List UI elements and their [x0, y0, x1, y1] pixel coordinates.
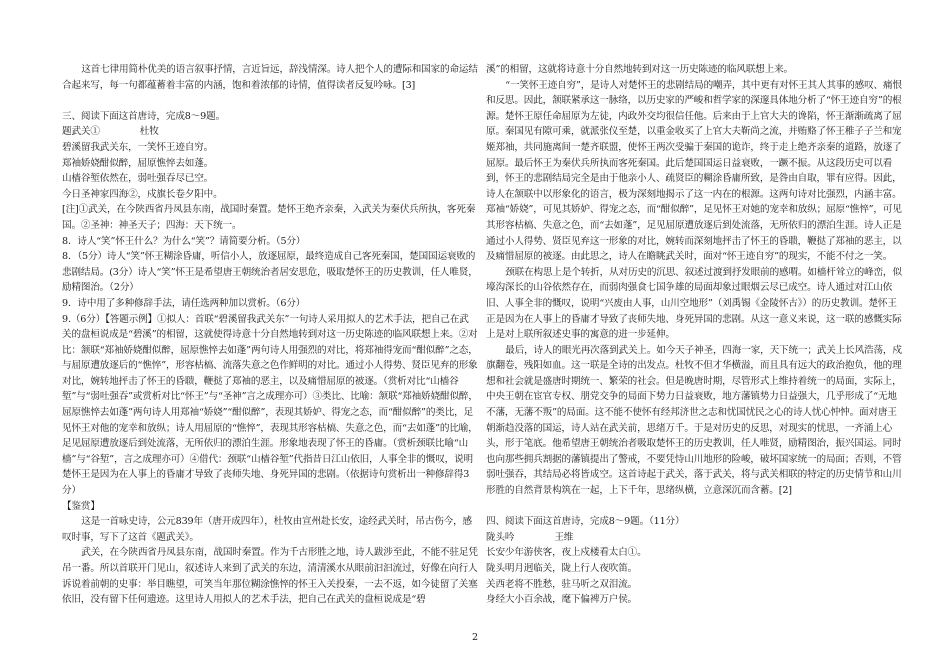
- poem-title-line: [486, 530, 902, 546]
- paragraph: 三、阅读下面这首唐诗，完成8～9题。: [62, 110, 226, 122]
- paragraph: 8．诗人“笑”怀王什么？为什么“笑”？请简要分析。（5分）: [62, 235, 306, 247]
- paragraph: 武关，在今陕西省丹凤县东南，战国时秦置。作为千古形胜之地，诗人跋涉至此，不能不驻足凭吊一番。所以首联开门见山，叙述诗人来到了武关的东边，清清溪水从眼前汩汩流过，好像在向行人诉说着前朝的史事：举目瞧望，可笑当年那位糊涂憔悴的怀王入关投秦，一去不返，如今徒留了关塞依旧，没有留下任何遗迹。这里诗人用拟人的艺术手法，把自己在武关的盘桓说成是“碧: [62, 547, 478, 606]
- blank-line: [62, 93, 478, 109]
- paragraph: 今日圣神家四海②，戍旗长卷夕阳中。: [62, 188, 223, 200]
- paragraph: 关西老将不胜愁，驻马听之双泪流。: [486, 578, 638, 590]
- paragraph: “一笑怀王迹自穷”，是诗人对楚怀王的悲剧结局的嘲弄，其中更有对怀王其人其事的感叹、痛恨和反思。因此，颔联紧承这一脉络，以历史家的严峻和哲学家的深邃具体地分析了“怀王迹自穷”的根源。楚怀王原任命屈原为左徒，内政外交均很信任他。后来由于上官大夫的谗陷，怀王渐渐疏离了屈原。秦国见有隙可乘，就派张仪至楚，以重金收买了上官大夫靳尚之流，并贿赂了怀王稚子子兰和宠姬郑袖，共同施离间一楚齐联盟，使怀王两次受骗于秦国的诡诈，终于走上绝齐亲秦的道路，放逐了屈原。最后怀王为秦伏兵所执而客死秦国。此后楚国国运日益衰败，一蹶不振。从这段历史可以看到，怀王的悲剧结局完全是由于他亲小人、疏贤臣的糊涂昏庸所致，是咎由自取，罪有应得。因此，诗人在颔联中以形象化的语言，极为深刻地揭示了这一内在的根源。这两句诗对比强烈，内涵丰富。郑袖“娇娆”，可见其娇妒、得宠之态，而“酣似醉”，足见怀王对她的宠幸和放纵；屈原“憔悴”，可见其形容枯槁、失意之色，而“去如蓬”，足见屈原遭放逐后到处流落，无所依归的漂泊生涯。诗人正是通过小人得势、贤臣见弃这一形象的对比，婉转而深刻地抨击了怀王的昏聩，鞭挞了郑袖的恶主，以及痛惜屈原的被逐。由此思之，诗人在瞻眺武关时，面对“怀王迹自穷”的现实，不能不付之一笑。: [486, 79, 902, 263]
- paragraph: 溪”的相留，这就将诗意十分自然地转到对这一历史陈迹的临风联想上来。: [486, 64, 793, 75]
- paragraph: 9.（6分）【答题示例】①拟人：首联“碧溪留我武关东”一句诗人采用拟人的艺术手法，把自己在武关的盘桓说成是“碧溪”的相留，这就使得诗意十分自然地转到对这一历史陈迹的临风联想上来。②对比：颔联“郑袖娇娆酣似醉，屈原憔悴去如蓬”两句诗人用强烈的对比，将郑袖得宠而“酣似醉”之态，与屈原遭放逐后的“憔悴”，形容枯槁、流落失意之色作鲜明的对比。通过小人得势、贤臣见弃的形象对比，婉转地抨击了怀王的昏聩，鞭挞了郑袖的恶主，以及痛惜屈原的被逐。（赏析对比“山樯谷堑”与“弱吐强吞”或赏析对比“怀王”与“圣神”言之成理亦可）③类比、比喻：颔联“郑袖娇娆酣似醉，屈原憔悴去如蓬”两句诗人用郑袖“娇娆”“酣似醉”，表现其娇妒、得宠之态，而“酣似醉”的类比，足见怀王对他的宠幸和放纵；诗人用屈原的“憔悴”，表现其形容枯槁、失意之色，而“去如蓬”的比喻，足见屈原遭放逐后到处流落，无所依归的漂泊生涯。形象地表现了怀王的昏庸。（赏析颈联比喻“山樯”与“谷堑”，言之成理亦可）④借代：颈联“山樯谷堑”代指昔日江山依旧，人事全非的慨叹，说明楚怀王是因为在人事上的昏庸才导致了丧师失地、身死异国的悲剧。（依据诗句赏析出一种修辞得3分）: [62, 313, 478, 497]
- paragraph: 这是一首咏史诗，公元839年（唐开成四年），杜牧由宣州赴长安，途经武关时，吊古伤今，感叹时事，写下了这首《题武关》。: [62, 516, 472, 543]
- paragraph: 郑袖娇娆酣似醉，屈原憔悴去如蓬。: [62, 157, 214, 169]
- poem-title-line: [62, 124, 478, 140]
- page-number: 2: [471, 632, 479, 643]
- paragraph: [注]①武关，在今陕西省丹凤县东南，战国时秦置。楚怀王绝齐亲秦，入武关为秦伏兵所执，客死秦国。②圣神：神圣天子；四海：天下统一。: [62, 204, 476, 231]
- right-column: [486, 62, 902, 608]
- paragraph: 身经大小百余战，麾下偏裨万户侯。: [486, 594, 638, 606]
- poem-author: 王维: [554, 531, 574, 543]
- paragraph: 山樯谷堑依然在，弱吐强吞尽已空。: [62, 173, 214, 185]
- paragraph: 8．（5分）诗人“笑”怀王糊涂昏庸，听信小人，放逐屈原，最终造成自己客死秦国，楚国国运衰败的悲剧结局。(3分）诗人“笑”怀王是希望唐王朝统治者居安思危，吸取楚怀王的历史教训，任人唯贤，励精图治。（2分）: [62, 251, 478, 294]
- paragraph: 最后，诗人的眼光再次落到武关上。如今天子神圣，四海一家，天下统一；武关上长风浩荡，戍旗翻卷，残阳如血。这一联是全诗的出发点。杜牧不但才华横溢，而且具有远大的政治抱负，他的理想和社会就是盛唐时期统一、繁荣的社会。但是晚唐时期，尽管形式上维持着统一的局面，实际上，中央王朝在宦官专权、朋党交争的局面下势力日益衰败，地方藩镇势力日益强大，几乎形成了“无地不藩，无藩不叛”的局面。这不能不使怀有经邦济世之志和忧国忧民之心的诗人忧心忡忡。面对唐王朝渐趋没落的国运，诗人站在武关前，思绪万千。于是对历史的反思，对现实的忧思，一齐涌上心头，形于笔底。他希望唐王朝统治者吸取楚怀王的历史教训，任人唯贤，励精图治，振兴国运。同时也向那些拥兵割据的藩镇提出了警戒，不要凭恃山川地形的险峻，破坏国家统一的局面；否则，不管弱吐强吞，其结局必将皆成空。这首诗起于武关，落于武关，将与武关相联的特定的历史情节和山川形胜的自然背景构筑在一起，上下千年，思绪纵横，立意深沉而含蓄。[2]: [486, 344, 902, 497]
- paragraph: 碧溪留我武关东，一笑怀王迹自穷。: [62, 141, 214, 153]
- paragraph: 这首七律用简朴优美的语言叙事抒情，言近旨远，辞浅情深。诗人把个人的遭际和国家的命运结合起来写，每一句都蕴蓄着丰富的内涵，饱和着浓郁的诗情，值得读者反复吟咏。[3]: [62, 64, 478, 91]
- poem-author: 杜牧: [139, 126, 159, 138]
- paragraph: 长安少年游侠客，夜上戍楼看太白①。: [486, 547, 647, 559]
- paragraph: 四、阅读下面这首唐诗，完成8～9题。（11分）: [486, 516, 685, 528]
- paragraph: 颈联在构思上是个转折，从对历史的沉思、叙述过渡到抒发眼前的感喟。如樯杆耸立的峰峦，似壕沟深长的山谷依然存在，而弱肉强食七国争雄的局面却象过眼烟云尽已成空。诗人通过对江山依旧、人事全非的慨叹，说明“兴废由人事，山川空地形”（刘禹锡《金陵怀古》）的历史教训。楚怀王正是因为在人事上的昏庸才导致了丧师失地、身死异国的悲剧。从这一意义来说，这一联的感慨实际上是对上联所叙述史事的寓意的进一步延伸。: [486, 266, 902, 341]
- paragraph: 9．诗中用了多种修辞手法，请任选两种加以赏析。（6分）: [62, 297, 306, 309]
- blank-line: [486, 499, 902, 515]
- left-column: [62, 62, 478, 608]
- poem-title: 题武关①: [62, 126, 100, 138]
- paragraph: 陇头明月迥临关，陇上行人夜吹笛。: [486, 563, 638, 574]
- paragraph: 【鉴赏】: [62, 500, 100, 512]
- poem-title: 陇头吟: [486, 531, 515, 543]
